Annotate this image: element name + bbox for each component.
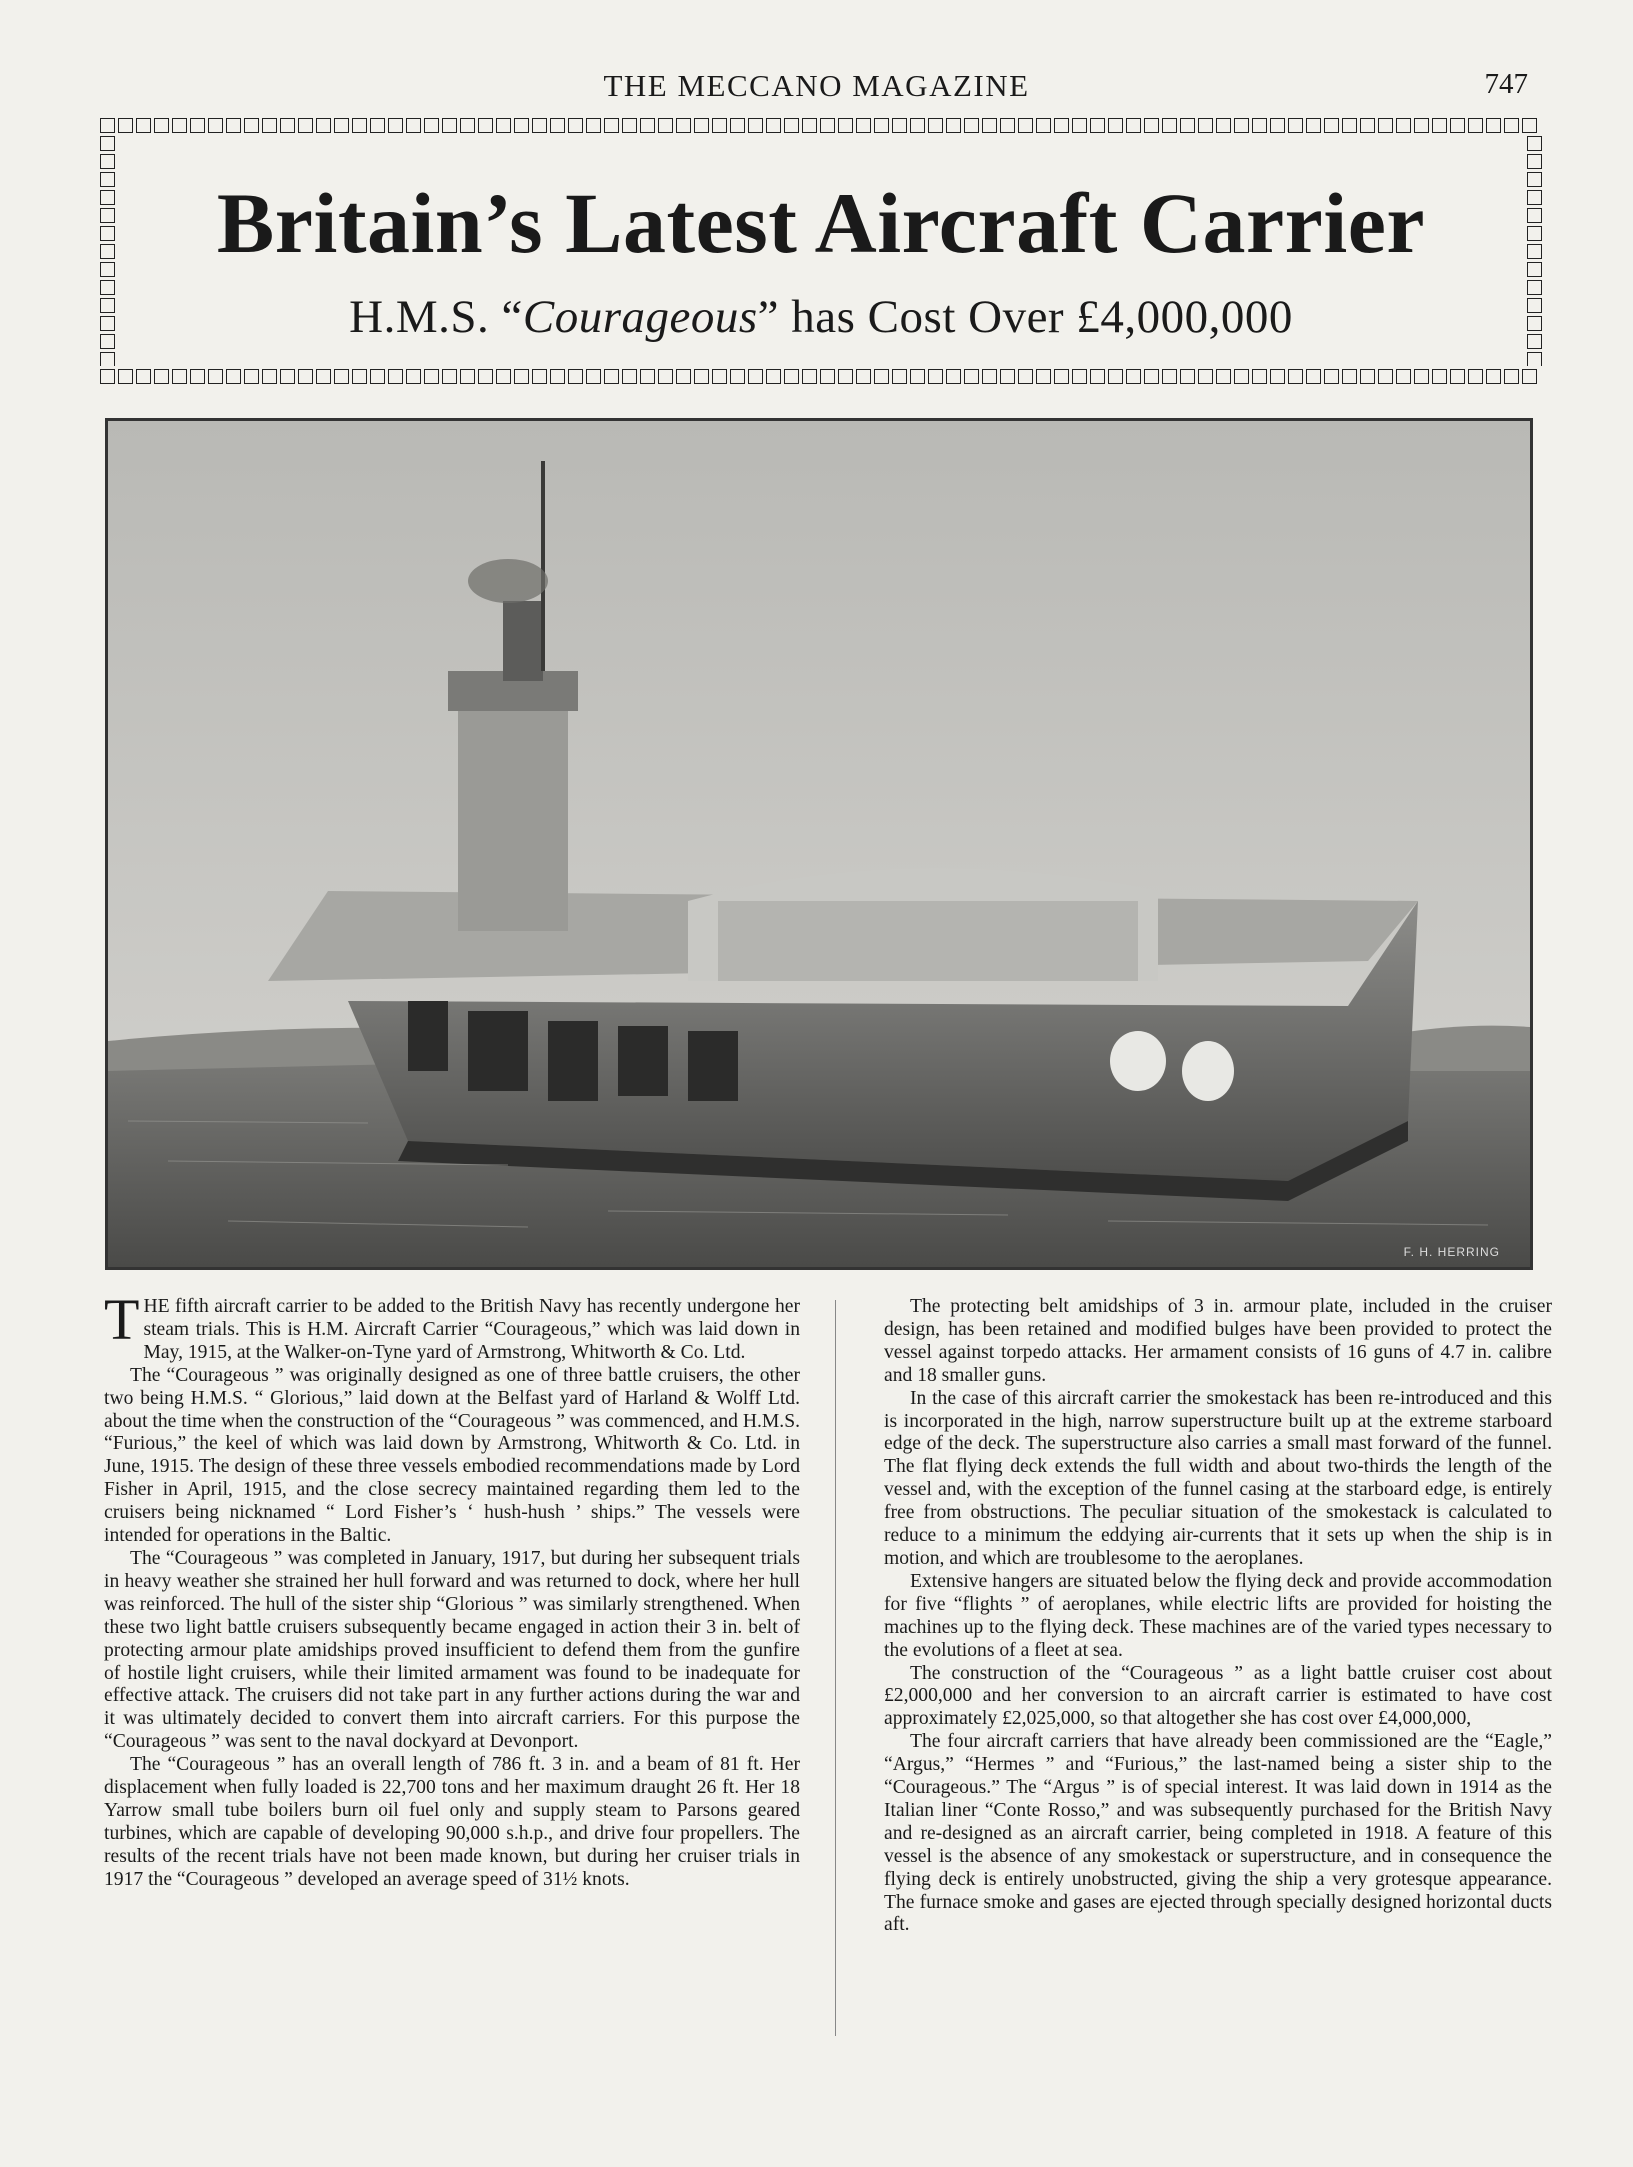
- frame-square: [622, 369, 637, 384]
- frame-square: [982, 369, 997, 384]
- frame-square: [244, 118, 259, 133]
- frame-square: [1000, 118, 1015, 133]
- frame-square: [1252, 118, 1267, 133]
- frame-square: [460, 369, 475, 384]
- article-column-right: [884, 1296, 1552, 1937]
- frame-square: [1527, 136, 1542, 151]
- frame-square: [352, 118, 367, 133]
- frame-square: [892, 369, 907, 384]
- frame-square: [1270, 369, 1285, 384]
- frame-square: [838, 369, 853, 384]
- frame-square: [1378, 118, 1393, 133]
- frame-square: [676, 369, 691, 384]
- frame-square: [1036, 118, 1051, 133]
- frame-square: [424, 369, 439, 384]
- frame-square: [172, 118, 187, 133]
- frame-square: [1234, 369, 1249, 384]
- frame-square: [100, 136, 115, 151]
- frame-square: [514, 369, 529, 384]
- frame-square: [694, 118, 709, 133]
- frame-square: [262, 369, 277, 384]
- frame-square: [1144, 118, 1159, 133]
- frame-square: [208, 118, 223, 133]
- frame-square: [1162, 369, 1177, 384]
- frame-square: [820, 369, 835, 384]
- frame-square: [280, 118, 295, 133]
- column-divider: [835, 1300, 836, 2036]
- frame-square: [964, 118, 979, 133]
- frame-square: [118, 369, 133, 384]
- frame-square: [1504, 118, 1519, 133]
- frame-square: [262, 118, 277, 133]
- frame-square: [1360, 369, 1375, 384]
- paragraph-text: HE fifth aircraft carrier to be added to the British Navy has recently undergone her steam trials. This is H.M. Aircraft Carrier “Courageous,” which was laid down in May, 1915, at the Walker-on-Tyne yard of Armstrong, Whitworth & Co. Ltd.: [143, 1296, 800, 1363]
- title-box: [100, 118, 1542, 384]
- frame-square: [406, 118, 421, 133]
- frame-square: [910, 369, 925, 384]
- aircraft-carrier-photo: [105, 418, 1533, 1270]
- frame-square: [136, 118, 151, 133]
- frame-square: [1162, 118, 1177, 133]
- frame-square: [334, 118, 349, 133]
- frame-square: [784, 118, 799, 133]
- frame-square: [1000, 369, 1015, 384]
- frame-square: [226, 369, 241, 384]
- frame-square: [586, 118, 601, 133]
- frame-square: [1072, 118, 1087, 133]
- magazine-title: THE MECCANO MAGAZINE: [603, 68, 1030, 103]
- frame-square: [478, 118, 493, 133]
- frame-square: [1288, 369, 1303, 384]
- frame-square: [586, 369, 601, 384]
- frame-square: [1090, 118, 1105, 133]
- frame-square: [388, 369, 403, 384]
- frame-square: [784, 369, 799, 384]
- frame-square: [118, 118, 133, 133]
- frame-square: [1324, 369, 1339, 384]
- frame-square: [712, 369, 727, 384]
- frame-square: [1522, 369, 1537, 384]
- frame-square: [1126, 369, 1141, 384]
- subhead-ship-name: Courageous: [522, 291, 758, 343]
- frame-bottom: [100, 369, 1542, 384]
- paragraph: The “Courageous ” was completed in January, 1917, but during her subsequent trials in heavy weather she strained her hull forward and was returned to dock, where her hull was reinforced. The hull of the sister ship “Glorious ” was similarly strengthened. When these two light battle cruisers subsequently became engaged in action their 3 in. belt of protecting armour plate amidships proved insufficient to defend them from the gunfire of hostile light cruisers, while their limited armament was found to be inadequate for effective attack. The cruisers did not take part in any further actions during the war and it was ultimately decided to convert them into aircraft carriers. For this purpose the “Courageous ” was sent to the naval dockyard at Devonport.: [104, 1547, 800, 1753]
- frame-square: [1108, 369, 1123, 384]
- frame-square: [1468, 369, 1483, 384]
- frame-square: [640, 118, 655, 133]
- frame-square: [316, 118, 331, 133]
- frame-square: [604, 369, 619, 384]
- frame-square: [1450, 118, 1465, 133]
- frame-square: [1396, 369, 1411, 384]
- frame-square: [154, 118, 169, 133]
- frame-square: [802, 369, 817, 384]
- frame-square: [1018, 118, 1033, 133]
- frame-square: [442, 118, 457, 133]
- frame-square: [352, 369, 367, 384]
- frame-square: [1072, 369, 1087, 384]
- frame-square: [244, 369, 259, 384]
- frame-square: [298, 369, 313, 384]
- frame-square: [1198, 369, 1213, 384]
- frame-square: [748, 369, 763, 384]
- paragraph: Extensive hangers are situated below the flying deck and provide accommodation for five “flights ” of aeroplanes, while electric lifts are provided for hoisting the machines up to the flying deck. These machines are of the varied types necessary to the evolutions of a fleet at sea.: [884, 1570, 1552, 1661]
- frame-square: [442, 369, 457, 384]
- subhead-suffix: ” has Cost Over £4,000,000: [757, 291, 1293, 343]
- frame-square: [190, 118, 205, 133]
- frame-square: [226, 118, 241, 133]
- frame-square: [1414, 118, 1429, 133]
- frame-square: [208, 369, 223, 384]
- frame-square: [1198, 118, 1213, 133]
- frame-square: [1270, 118, 1285, 133]
- frame-top: [100, 118, 1542, 133]
- frame-square: [1342, 118, 1357, 133]
- frame-square: [658, 369, 673, 384]
- frame-square: [640, 369, 655, 384]
- paragraph: The “Courageous ” has an overall length of 786 ft. 3 in. and a beam of 81 ft. Her displacement when fully loaded is 22,700 tons and her maximum draught 26 ft. Her 18 Yarrow small tube boilers burn oil fuel only and supply steam to Parsons geared turbines, which are capable of developing 90,000 s.h.p., and drive four propellers. The results of the recent trials have not been made known, but during her cruiser trials in 1917 the “Courageous ” developed an average speed of 31½ knots.: [104, 1754, 800, 1890]
- frame-square: [1324, 118, 1339, 133]
- frame-square: [1486, 369, 1501, 384]
- frame-square: [298, 118, 313, 133]
- frame-square: [568, 118, 583, 133]
- frame-square: [1144, 369, 1159, 384]
- frame-square: [1414, 369, 1429, 384]
- frame-square: [856, 118, 871, 133]
- frame-square: [1342, 369, 1357, 384]
- frame-square: [1450, 369, 1465, 384]
- frame-square: [766, 369, 781, 384]
- frame-square: [496, 369, 511, 384]
- frame-square: [766, 118, 781, 133]
- frame-square: [856, 369, 871, 384]
- frame-square: [1306, 118, 1321, 133]
- frame-square: [1252, 369, 1267, 384]
- frame-square: [1432, 369, 1447, 384]
- frame-square: [1360, 118, 1375, 133]
- frame-square: [946, 369, 961, 384]
- paragraph: [104, 1287, 800, 1365]
- frame-square: [1527, 154, 1542, 169]
- article-column-left: [104, 1287, 800, 1892]
- frame-square: [892, 118, 907, 133]
- frame-square: [1288, 118, 1303, 133]
- frame-square: [1126, 118, 1141, 133]
- frame-square: [1054, 118, 1069, 133]
- paragraph: The construction of the “Courageous ” as a light battle cruiser cost about £2,000,000 and her conversion to an aircraft carrier is estimated to have cost approximately £2,025,000, so that altogether she has cost over £4,000,000,: [884, 1662, 1552, 1730]
- frame-square: [1018, 369, 1033, 384]
- frame-square: [496, 118, 511, 133]
- paragraph: The protecting belt amidships of 3 in. armour plate, included in the cruiser design, has been retained and modified bulges have been provided to protect the vessel against torpedo attacks. Her armament consists of 16 guns of 4.7 in. calibre and 18 smaller guns.: [884, 1296, 1552, 1386]
- frame-square: [190, 369, 205, 384]
- frame-square: [1180, 118, 1195, 133]
- frame-square: [1054, 369, 1069, 384]
- frame-square: [172, 369, 187, 384]
- drop-cap: T: [104, 1287, 140, 1352]
- frame-square: [1522, 118, 1537, 133]
- frame-square: [406, 369, 421, 384]
- frame-square: [1216, 118, 1231, 133]
- frame-square: [622, 118, 637, 133]
- frame-square: [100, 369, 115, 384]
- frame-square: [946, 118, 961, 133]
- frame-square: [748, 118, 763, 133]
- frame-square: [730, 118, 745, 133]
- frame-square: [334, 369, 349, 384]
- frame-square: [1036, 369, 1051, 384]
- frame-square: [550, 369, 565, 384]
- frame-square: [532, 369, 547, 384]
- page-header: [0, 68, 1633, 108]
- frame-square: [478, 369, 493, 384]
- ship-illustration: [108, 421, 1530, 1267]
- frame-square: [1306, 369, 1321, 384]
- frame-square: [1527, 352, 1542, 366]
- headline: Britain’s Latest Aircraft Carrier: [216, 175, 1426, 271]
- frame-square: [1090, 369, 1105, 384]
- frame-square: [712, 118, 727, 133]
- frame-square: [838, 118, 853, 133]
- frame-square: [568, 369, 583, 384]
- frame-square: [1108, 118, 1123, 133]
- frame-square: [388, 118, 403, 133]
- paragraph: The “Courageous ” was originally designed as one of three battle cruisers, the other two being H.M.S. “ Glorious,” laid down at the Belfast yard of Harland & Wolff Ltd. about the time when the construction of the “Courageous ” was commenced, and H.M.S. “Furious,” the keel of which was laid down by Armstrong, Whitworth & Co. Ltd. in June, 1915. The design of these three vessels embodied recommendations made by Lord Fisher in April, 1915, and the close secrecy maintained regarding them led to the cruisers being nicknamed “ Lord Fisher’s ‘ hush-hush ’ ships.” The vessels were intended for operations in the Baltic.: [104, 1364, 800, 1547]
- paragraph: In the case of this aircraft carrier the smokestack has been re-introduced and this is incorporated in the high, narrow superstructure built up at the extreme starboard edge of the deck. The superstructure also carries a small mast forward of the funnel. The flat flying deck extends the full width and about two-thirds the length of the vessel and, with the exception of the funnel casing at the starboard edge, is entirely free from obstructions. The peculiar situation of the smokestack is calculated to reduce to a minimum the eddying air-currents that it sets up when the ship is in motion, and which are troublesome to the aeroplanes.: [884, 1387, 1552, 1569]
- frame-square: [874, 369, 889, 384]
- frame-square: [316, 369, 331, 384]
- frame-square: [136, 369, 151, 384]
- frame-square: [928, 369, 943, 384]
- frame-square: [964, 369, 979, 384]
- frame-square: [424, 118, 439, 133]
- subheadline: [100, 290, 1542, 344]
- frame-square: [1432, 118, 1447, 133]
- subhead-prefix: H.M.S. “: [349, 291, 523, 343]
- frame-square: [1216, 369, 1231, 384]
- frame-square: [154, 369, 169, 384]
- frame-square: [874, 118, 889, 133]
- frame-square: [802, 118, 817, 133]
- frame-square: [532, 118, 547, 133]
- frame-square: [550, 118, 565, 133]
- frame-square: [658, 118, 673, 133]
- frame-square: [1486, 118, 1501, 133]
- frame-square: [910, 118, 925, 133]
- frame-square: [370, 118, 385, 133]
- frame-square: [514, 118, 529, 133]
- frame-square: [1234, 118, 1249, 133]
- photo-credit: F. H. HERRING: [1403, 1245, 1500, 1259]
- frame-square: [460, 118, 475, 133]
- frame-square: [100, 352, 115, 366]
- frame-square: [730, 369, 745, 384]
- frame-square: [100, 154, 115, 169]
- frame-square: [1378, 369, 1393, 384]
- frame-square: [694, 369, 709, 384]
- frame-square: [1180, 369, 1195, 384]
- frame-square: [370, 369, 385, 384]
- frame-square: [820, 118, 835, 133]
- frame-square: [100, 118, 115, 133]
- frame-square: [1504, 369, 1519, 384]
- paragraph: The four aircraft carriers that have already been commissioned are the “Eagle,” “Argus,” “Hermes ” and “Furious,” the last-named being a sister ship to the “Courageous.” The “Argus ” is of special interest. It was laid down in 1914 as the Italian liner “Conte Rosso,” and was subsequently purchased for the British Navy and re-designed as an aircraft carrier, being completed in 1918. A feature of this vessel is the absence of any smokestack or superstructure, and in consequence the flying deck is entirely unobstructed, giving the ship a very grotesque appearance. The furnace smoke and gases are ejected through specially designed horizontal ducts aft.: [884, 1731, 1552, 1936]
- frame-square: [604, 118, 619, 133]
- frame-square: [1396, 118, 1411, 133]
- frame-square: [1468, 118, 1483, 133]
- frame-square: [676, 118, 691, 133]
- frame-square: [280, 369, 295, 384]
- page-number: 747: [1484, 68, 1528, 100]
- frame-square: [928, 118, 943, 133]
- frame-square: [982, 118, 997, 133]
